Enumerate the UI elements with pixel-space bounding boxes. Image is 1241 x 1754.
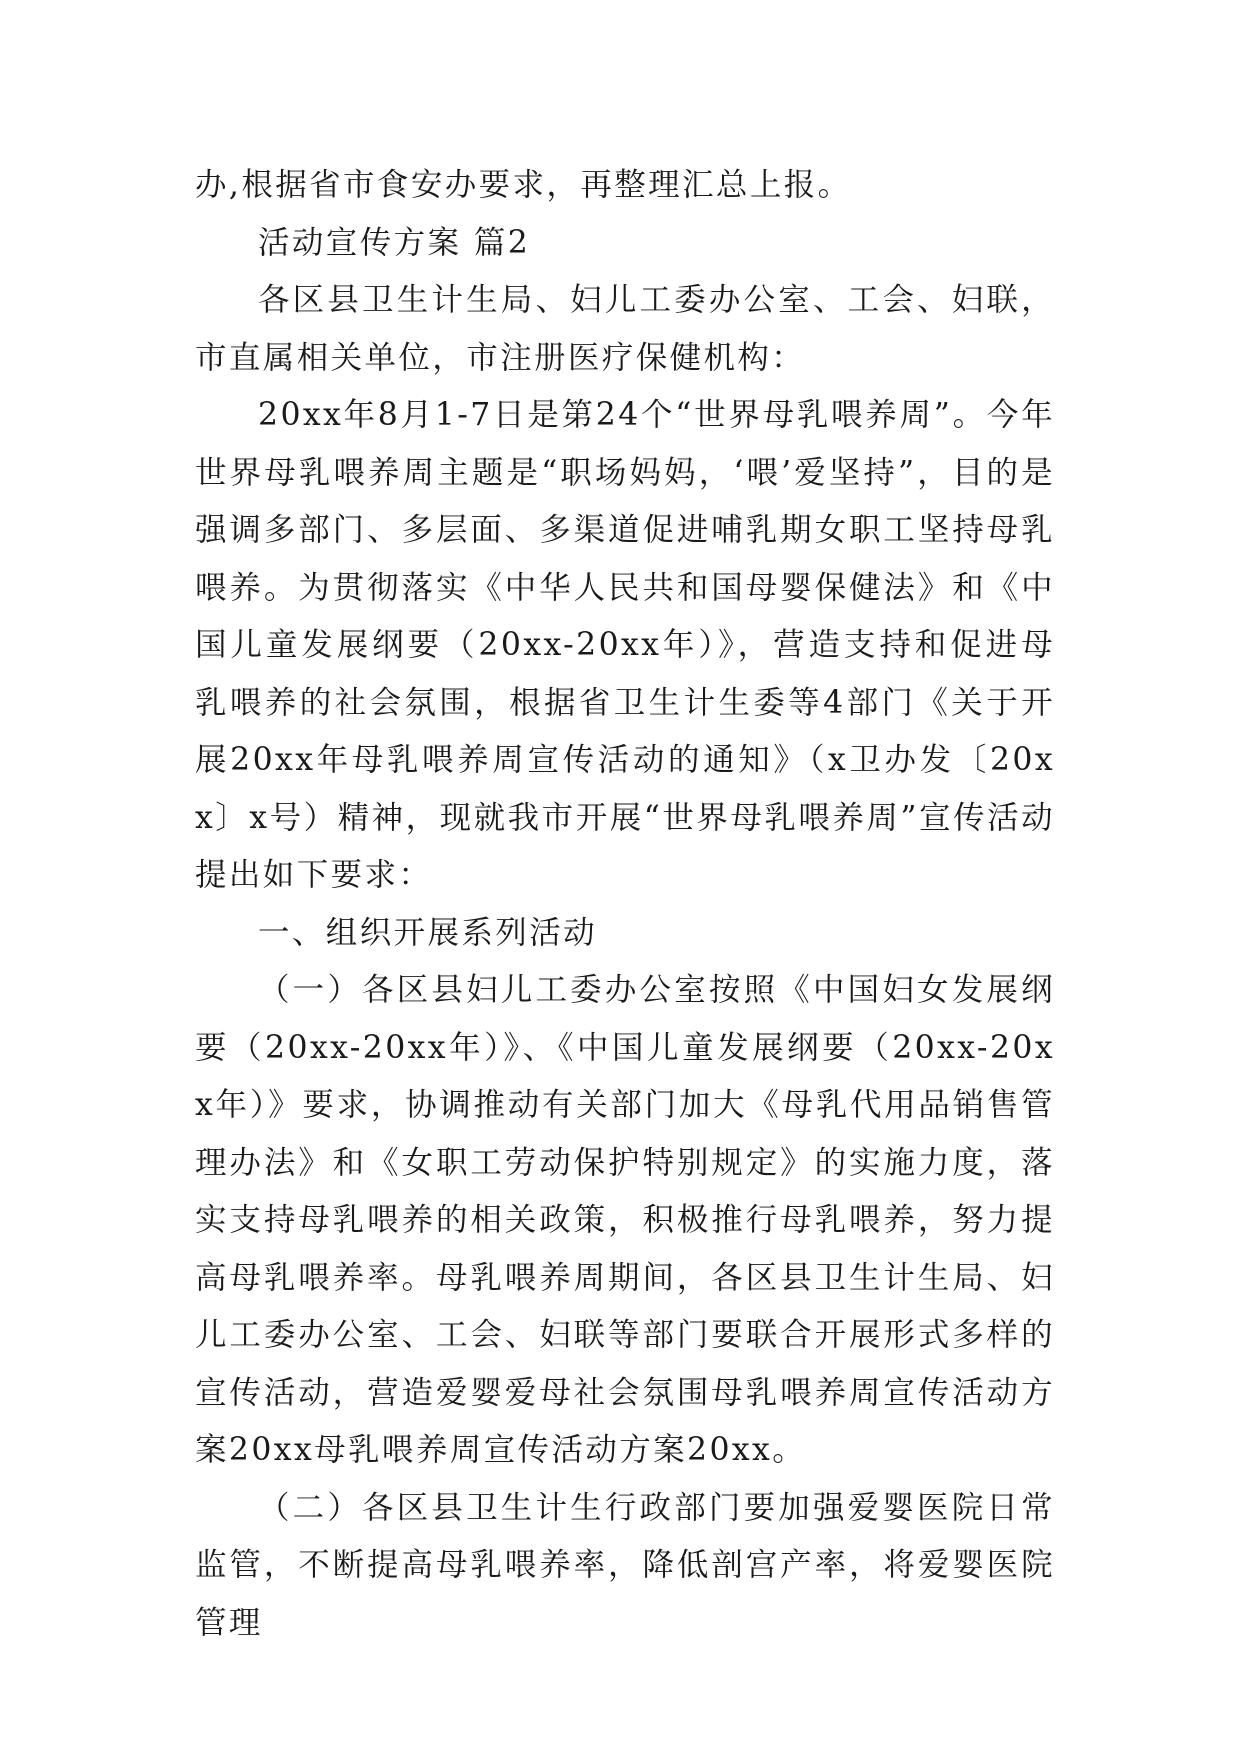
item-one-paragraph: （一）各区县妇儿工委办公室按照《中国妇女发展纲要（20xx-20xx年）》、《中国儿童发展纲要（20xx-20xx年）》要求，协调推动有关部门加大《母乳代用品销售管理办法》和《女职工劳动保护特别规定》的实施力度，落实支持母乳喂养的相关政策，积极推行母乳喂养，努力提高母乳喂养率。母乳喂养周期间，各区县卫生计生局、妇儿工委办公室、工会、妇联等部门要联合开展形式多样的宣传活动，营造爱婴爱母社会氛围母乳喂养周宣传活动方案20xx母乳喂养周宣传活动方案20xx。: [195, 972, 1055, 1468]
document-page: [195, 157, 1055, 1652]
intro-paragraph: 20xx年8月1-7日是第24个“世界母乳喂养周”。今年世界母乳喂养周主题是“职场妈妈，‘喂’爱坚持”，目的是强调多部门、多层面、多渠道促进哺乳期女职工坚持母乳喂养。为贯彻落实《中华人民共和国母婴保健法》和《中国儿童发展纲要（20xx-20xx年）》，营造支持和促进母乳喂养的社会氛围，根据省卫生计生委等4部门《关于开展20xx年母乳喂养周宣传活动的通知》（x卫办发〔20xx〕x号）精神，现就我市开展“世界母乳喂养周”宣传活动提出如下要求：: [195, 397, 1055, 893]
paragraph-continuation: 办,根据省市食安办要求，再整理汇总上报。: [195, 167, 852, 203]
item-two-paragraph: （二）各区县卫生计生行政部门要加强爱婴医院日常监管，不断提高母乳喂养率，降低剖宫产率，将爱婴医院管理: [195, 1489, 1055, 1641]
section-title: 活动宣传方案 篇2: [258, 224, 531, 261]
section-heading: 一、组织开展系列活动: [258, 914, 598, 951]
addressee-paragraph: 各区县卫生计生局、妇儿工委办公室、工会、妇联，市直属相关单位，市注册医疗保健机构：: [195, 282, 1055, 376]
